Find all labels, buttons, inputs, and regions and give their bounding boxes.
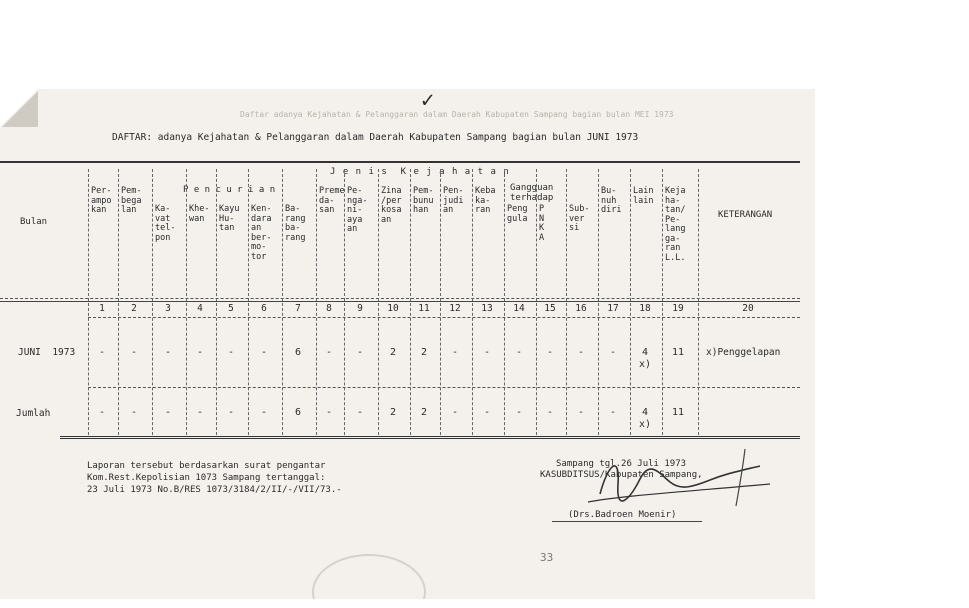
column-number: 19 [672,303,684,314]
table-cell: - [546,347,554,358]
table-cell: - [196,347,204,358]
footer-office: KASUBDITSUS/Kabupaten Sampang, [540,470,703,480]
column-separator [598,169,599,435]
table-cell: 6 [294,407,302,418]
column-separator [118,169,119,435]
column-separator [440,169,441,435]
table-cell: - [356,347,364,358]
column-number: 9 [357,303,363,314]
column-number: 20 [742,303,754,314]
table-cell: - [483,347,491,358]
table-top-rule [0,161,800,163]
table-cell: - [164,347,172,358]
column-header: Sub- ver si [569,204,590,233]
column-number: 13 [481,303,493,314]
table-cell: 2 [389,407,397,418]
table-cell: 2 [420,407,428,418]
column-separator [378,169,379,435]
column-separator [698,169,699,435]
column-separator [410,169,411,435]
document-sheet [0,89,815,599]
column-header: Zina /per kosa an [381,186,402,225]
column-number: 6 [261,303,267,314]
table-cell: 11 [671,347,685,358]
header-rule-1 [0,298,800,299]
table-cell: - [451,347,459,358]
row-label-juni: JUNI 1973 [18,347,76,358]
column-number: 5 [228,303,234,314]
column-header: Khe- wan [189,204,210,224]
column-header: P N K A [539,204,545,243]
group-gangguan: Gangguan terhadap [510,183,554,203]
column-separator [344,169,345,435]
column-header: Peng gula [507,204,528,224]
table-cell: - [609,407,617,418]
column-header: Preme da- san [319,186,345,215]
column-header: Lain lain [633,186,654,206]
footer-line-2: Kom.Rest.Kepolisian 1073 Sampang tertanggal: [87,473,326,483]
table-cell: - [356,407,364,418]
table-cell: - [451,407,459,418]
table-cell: 2 [420,347,428,358]
column-header: Ka- vat tel- pon [155,204,176,243]
check-mark: ✓ [421,89,435,113]
column-separator [566,169,567,435]
table-cell: 4 x) [638,407,652,430]
column-separator [88,169,89,435]
table-cell: - [483,407,491,418]
table-cell: - [325,407,333,418]
table-cell: - [227,347,235,358]
table-cell: - [98,407,106,418]
table-cell: - [227,407,235,418]
column-header: Pem- bega lan [121,186,142,215]
table-cell: - [546,407,554,418]
column-separator [248,169,249,435]
table-cell: 2 [389,347,397,358]
column-number: 10 [387,303,399,314]
column-separator [504,169,505,435]
column-number: 2 [131,303,137,314]
signature [560,444,780,514]
column-number: 14 [513,303,525,314]
column-header: Keba ka- ran [475,186,496,215]
signature-underline [552,521,702,522]
col-bulan-header: Bulan [20,217,48,227]
table-cell: - [164,407,172,418]
column-number: 1 [99,303,105,314]
column-number: 16 [575,303,587,314]
table-cell: - [515,347,523,358]
column-header: Pem- bunu han [413,186,434,215]
column-number: 7 [295,303,301,314]
number-row-rule [88,317,800,318]
folded-corner-shadow [2,91,38,127]
column-separator [282,169,283,435]
column-number: 4 [197,303,203,314]
table-cell: 6 [294,347,302,358]
column-number: 3 [165,303,171,314]
table-bottom-rule [60,436,800,439]
table-cell: - [577,347,585,358]
column-separator [472,169,473,435]
table-cell: - [98,347,106,358]
official-stamp [312,554,426,599]
footer-line-3: 23 Juli 1973 No.B/RES 1073/3184/2/II/-/VII/73.- [87,485,342,495]
page-number: 33 [540,551,554,564]
column-header: Ken- dara an ber- mo- tor [251,204,272,262]
column-header: Pen- judi an [443,186,464,215]
document-title: DAFTAR: adanya Kejahatan & Pelanggaran dalam Daerah Kabupaten Sampang bagian bulan JUNI 1973 [112,132,639,143]
column-number: 18 [639,303,651,314]
keterangan-note: x)Penggelapan [706,347,781,358]
column-number: 11 [418,303,430,314]
column-header: Bu- nuh diri [601,186,622,215]
footer-line-1: Laporan tersebut berdasarkan surat pengantar [87,461,326,471]
column-separator [152,169,153,435]
table-cell: - [260,407,268,418]
column-number: 17 [607,303,619,314]
table-cell: - [325,347,333,358]
column-separator [316,169,317,435]
column-header: Per- ampo kan [91,186,112,215]
signatory-name: (Drs.Badroen Moenir) [568,510,677,520]
table-cell: - [609,347,617,358]
header-rule-2 [0,301,800,302]
table-cell: - [577,407,585,418]
bleed-through-header: Daftar adanya Kejahatan & Pelanggaran dalam Daerah Kabupaten Sampang bagian bulan MEI 1973 [240,110,674,119]
column-separator [630,169,631,435]
column-number: 15 [544,303,556,314]
column-separator [662,169,663,435]
table-cell: - [260,347,268,358]
column-header: Keja ha- tan/ Pe- lang ga- ran L.L. [665,186,686,263]
column-separator [536,169,537,435]
row-label-jumlah: Jumlah [16,408,51,419]
col-keterangan-header: KETERANGAN [718,210,773,220]
table-cell: 4 x) [638,347,652,370]
column-separator [186,169,187,435]
table-cell: - [196,407,204,418]
column-number: 12 [449,303,461,314]
group-pencurian: P e n c u r i a n [183,185,276,195]
column-header: Kayu Hu- tan [219,204,240,233]
table-cell: 11 [671,407,685,418]
column-header: Pe- nga- ni- aya an [347,186,368,234]
column-separator [216,169,217,435]
row-divider [88,387,800,388]
footer-date: Sampang tgl.26 Juli 1973 [556,459,687,469]
table-cell: - [515,407,523,418]
group-jenis-kejahatan: J e n i s K e j a h a t a n [330,167,510,177]
table-cell: - [130,347,138,358]
table-cell: - [130,407,138,418]
column-number: 8 [326,303,332,314]
column-header: Ba- rang ba- rang [285,204,306,243]
